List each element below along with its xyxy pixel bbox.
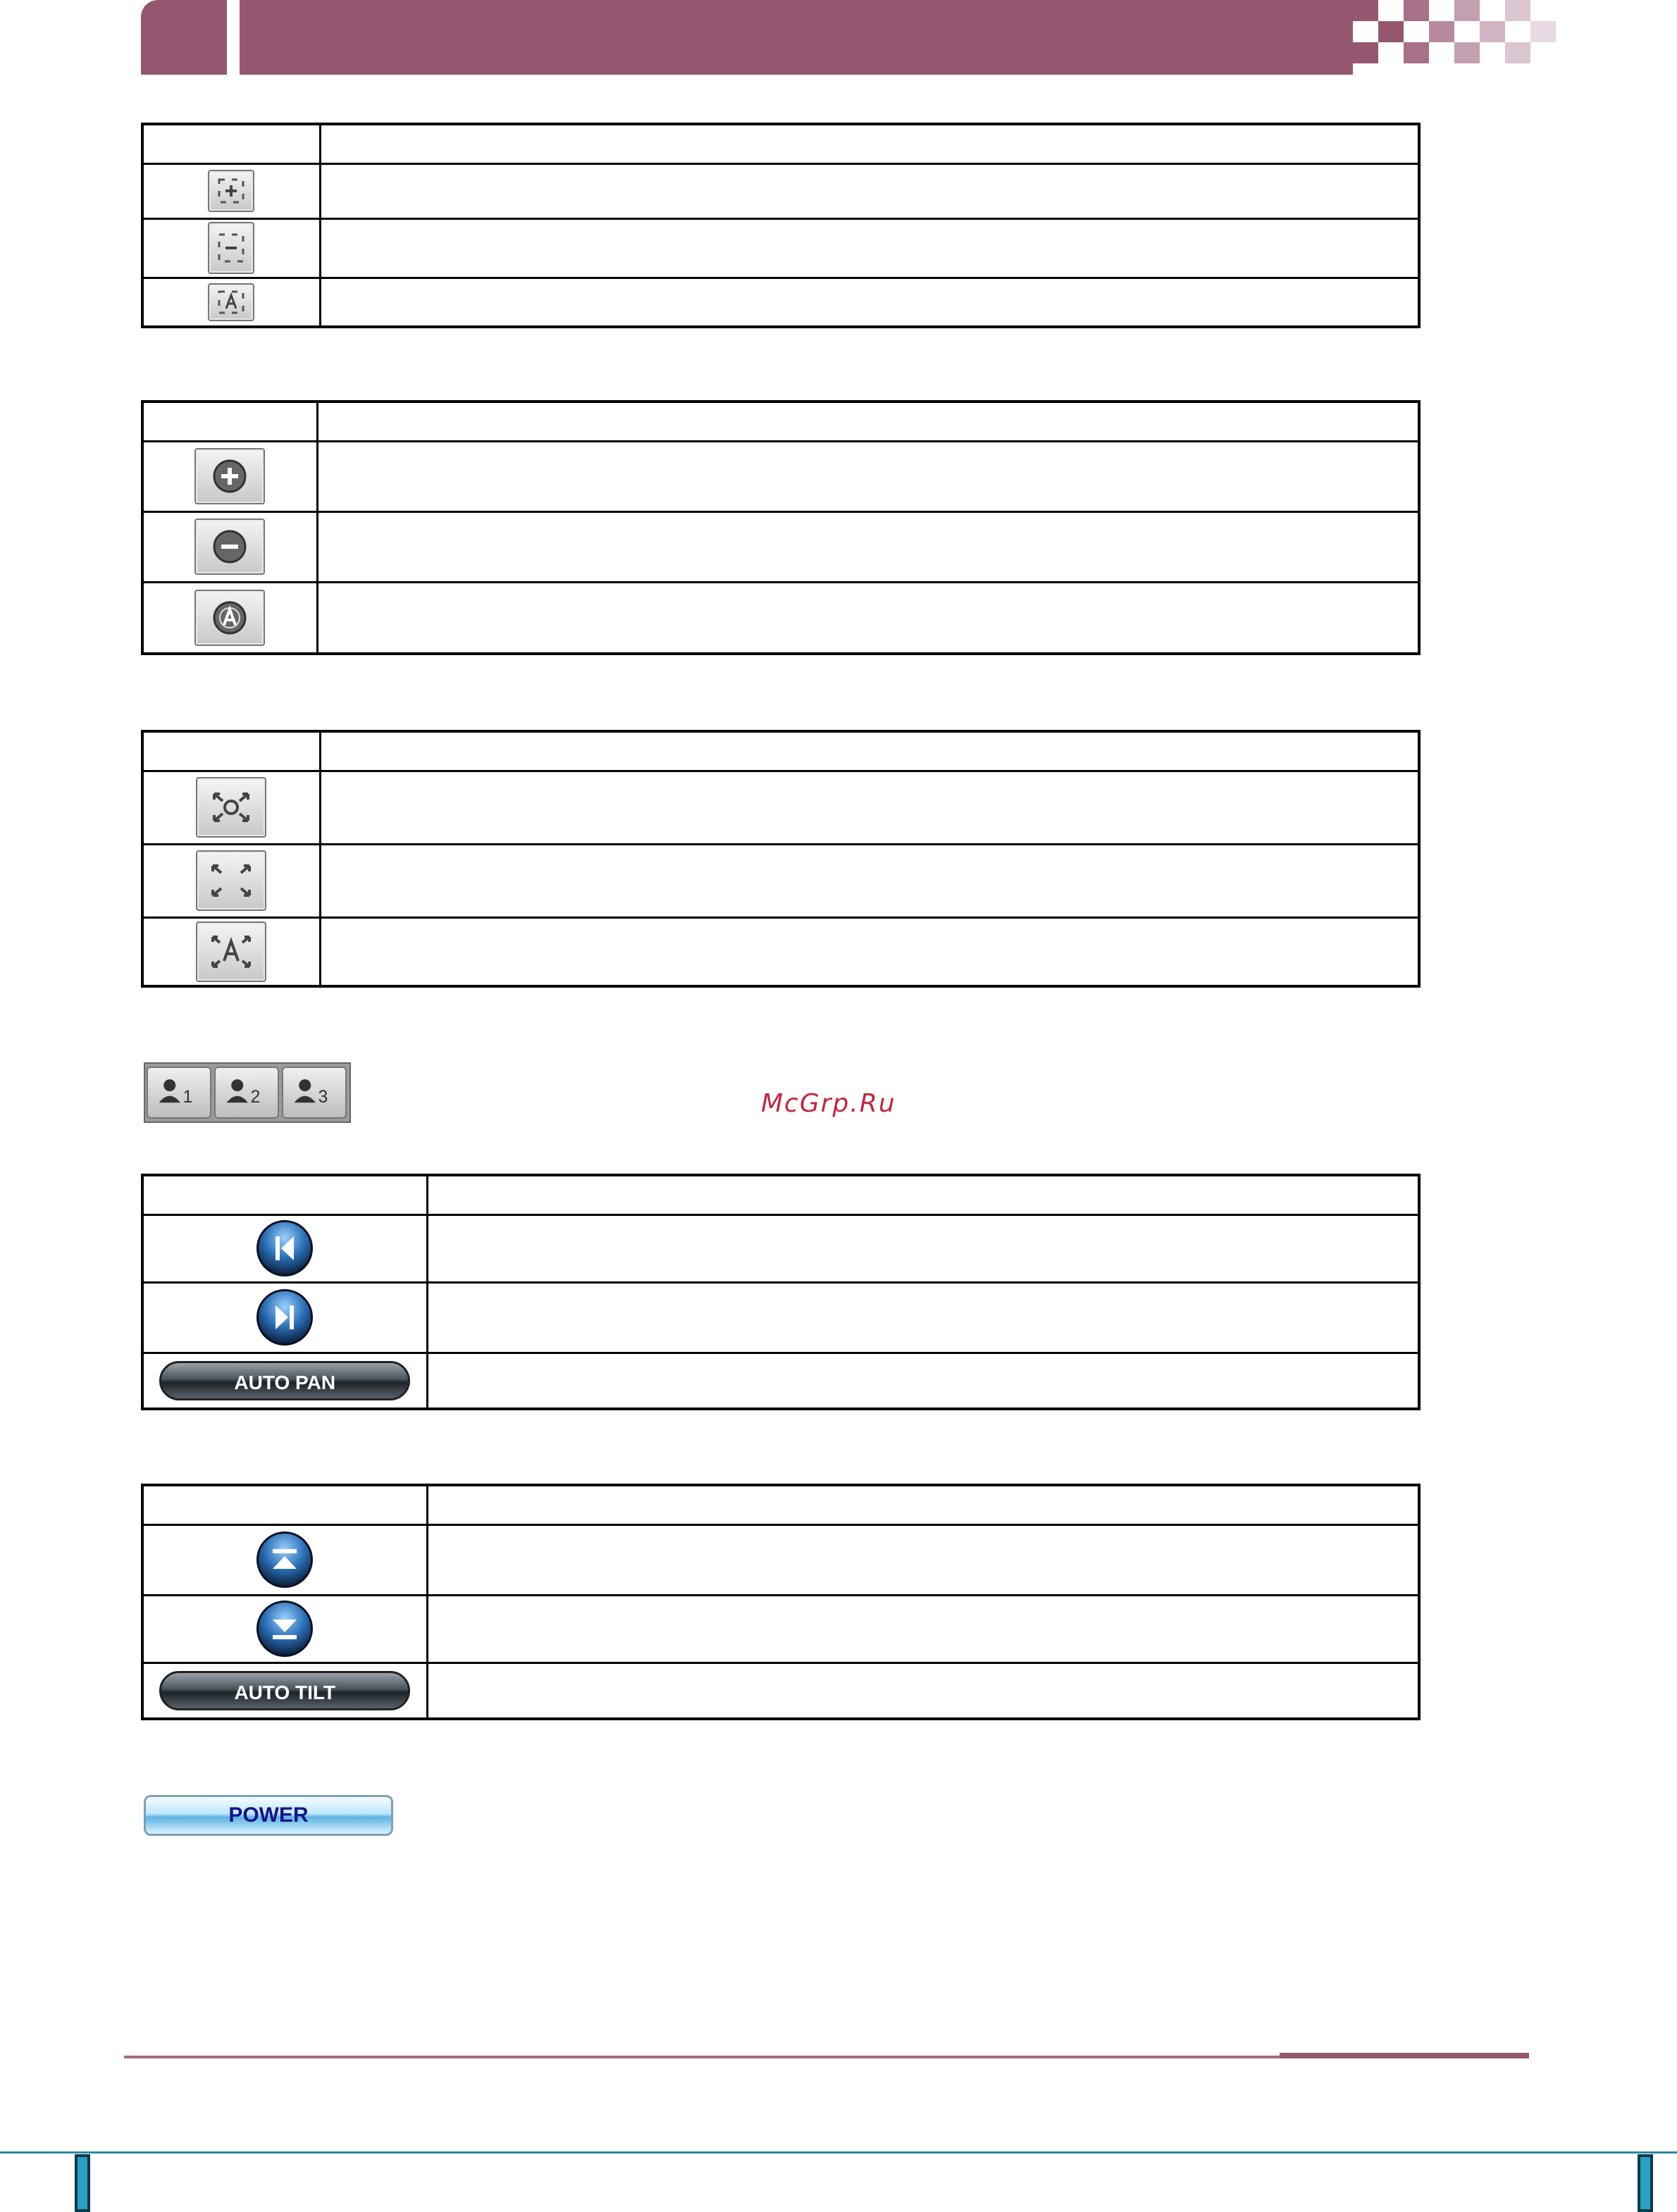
table-row bbox=[142, 441, 1419, 511]
header-bar bbox=[240, 0, 1353, 75]
table-header-cell bbox=[142, 124, 320, 163]
header-checker-pattern bbox=[1353, 0, 1592, 75]
table-row bbox=[142, 163, 1419, 218]
table-header-cell bbox=[320, 124, 1419, 163]
focus-far-icon[interactable] bbox=[196, 850, 266, 911]
table-row bbox=[142, 1214, 1419, 1282]
footer-rule-accent bbox=[1280, 2053, 1529, 2058]
table-header-cell bbox=[142, 1485, 427, 1524]
preset-2-button[interactable] bbox=[214, 1067, 279, 1119]
bottom-post-right bbox=[1638, 2154, 1653, 2212]
table-header-cell bbox=[142, 1175, 427, 1214]
table-row bbox=[142, 1353, 1419, 1409]
table-1 bbox=[141, 123, 1421, 328]
preset-1-button[interactable] bbox=[147, 1067, 211, 1119]
table-row bbox=[142, 1282, 1419, 1353]
focus-auto-icon[interactable] bbox=[196, 921, 266, 982]
minus-circle-icon[interactable] bbox=[194, 518, 265, 575]
preset-3-button[interactable] bbox=[282, 1067, 347, 1119]
zoom-out-square-icon[interactable] bbox=[208, 222, 254, 274]
table-row bbox=[142, 771, 1419, 844]
watermark: McGrp.Ru bbox=[761, 1089, 896, 1118]
preset-1-label: 1 bbox=[182, 1088, 193, 1107]
auto-tilt-button[interactable]: AUTO TILT bbox=[159, 1671, 410, 1710]
table-header-cell bbox=[320, 731, 1419, 771]
footer-rule bbox=[124, 2056, 1280, 2058]
table-header-cell bbox=[142, 731, 320, 771]
header-tab bbox=[141, 0, 227, 75]
table-row bbox=[142, 844, 1419, 917]
table-row bbox=[142, 1595, 1419, 1663]
auto-square-icon[interactable] bbox=[208, 283, 254, 321]
plus-circle-icon[interactable] bbox=[194, 448, 265, 504]
table-row bbox=[142, 1663, 1419, 1719]
table-row bbox=[142, 917, 1419, 986]
bottom-rule bbox=[0, 2151, 1677, 2154]
table-row bbox=[142, 278, 1419, 327]
zoom-in-square-icon[interactable] bbox=[208, 170, 254, 212]
table-2 bbox=[141, 400, 1421, 655]
table-row bbox=[142, 582, 1419, 654]
bottom-post-left bbox=[75, 2154, 90, 2212]
preset-3-label: 3 bbox=[318, 1088, 328, 1107]
power-button[interactable]: POWER bbox=[144, 1795, 393, 1836]
table-row bbox=[142, 1524, 1419, 1595]
a-circle-icon[interactable] bbox=[194, 590, 265, 646]
table-header-cell bbox=[142, 402, 317, 441]
tilt-up-icon[interactable] bbox=[256, 1531, 313, 1588]
table-3 bbox=[141, 730, 1421, 988]
table-header-cell bbox=[427, 1175, 1419, 1214]
table-5 bbox=[141, 1484, 1421, 1720]
focus-near-icon[interactable] bbox=[196, 777, 266, 838]
table-row bbox=[142, 218, 1419, 278]
table-row bbox=[142, 511, 1419, 582]
tilt-down-icon[interactable] bbox=[256, 1601, 313, 1657]
table-header-cell bbox=[427, 1485, 1419, 1524]
preset-button-group bbox=[144, 1062, 351, 1123]
preset-2-label: 2 bbox=[250, 1088, 261, 1107]
auto-pan-button[interactable]: AUTO PAN bbox=[159, 1361, 410, 1400]
pan-left-icon[interactable] bbox=[256, 1220, 313, 1276]
pan-right-icon[interactable] bbox=[256, 1289, 313, 1346]
table-header-cell bbox=[317, 402, 1419, 441]
table-4 bbox=[141, 1174, 1421, 1410]
